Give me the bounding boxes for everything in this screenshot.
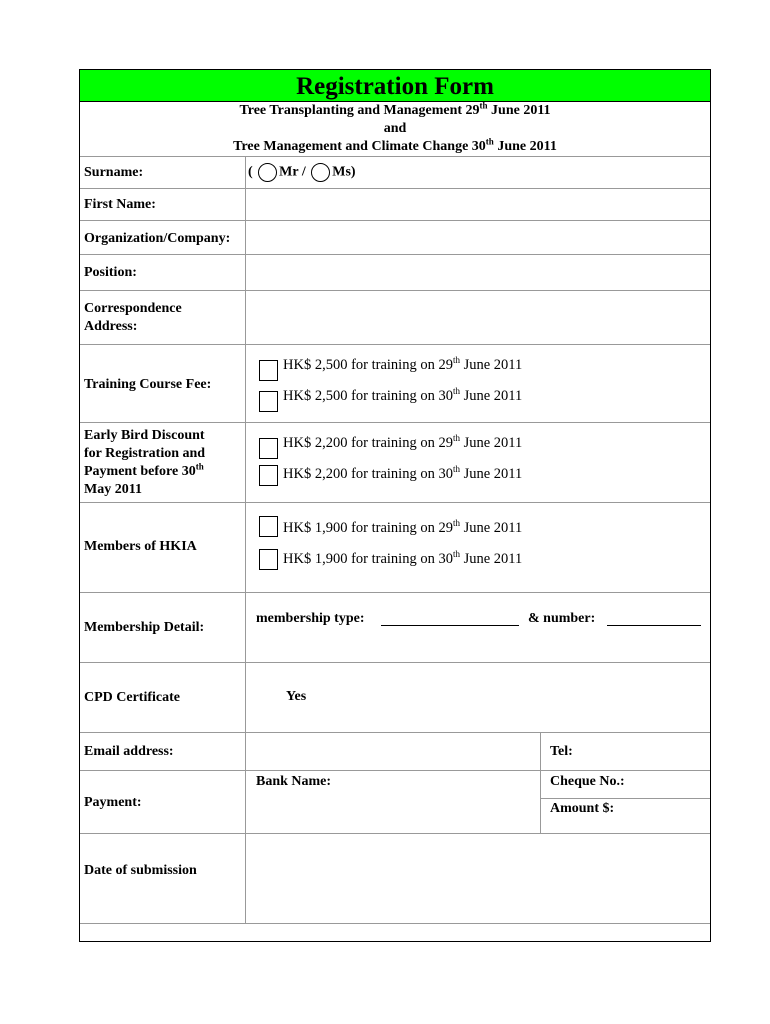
fee-29-checkbox[interactable]: [259, 360, 278, 381]
position-field[interactable]: [247, 256, 709, 289]
early-bird-label: Early Bird Discount for Registration and Payment before 30th May 2011: [84, 428, 206, 497]
first-name-field[interactable]: [247, 190, 709, 219]
form-title: Registration Form: [80, 70, 710, 102]
column-divider: [540, 732, 541, 833]
bank-name-label: Bank Name:: [256, 774, 332, 789]
row-divider: [80, 290, 710, 291]
first-name-label: First Name:: [84, 197, 156, 212]
email-label: Email address:: [84, 744, 174, 759]
fee-29-option: HK$ 2,500 for training on 29th June 2011: [283, 355, 523, 373]
cheque-no-label: Cheque No.:: [550, 774, 625, 789]
row-divider: [80, 732, 710, 733]
subtitle-line-2: Tree Management and Climate Change 30th June 2011: [233, 136, 557, 154]
amount-label: Amount $:: [550, 801, 615, 816]
tel-label: Tel:: [550, 744, 573, 759]
cpd-certificate-label: CPD Certificate: [84, 690, 181, 705]
organization-label: Organization/Company:: [84, 231, 231, 246]
subtitle-and: and: [383, 121, 407, 136]
row-divider: [80, 770, 710, 771]
date-of-submission-field[interactable]: [247, 835, 709, 922]
early-29-checkbox[interactable]: [259, 438, 278, 459]
row-divider: [80, 344, 710, 345]
subtitle-line-1: Tree Transplanting and Management 29th June 2011: [239, 100, 551, 118]
row-divider: [80, 422, 710, 423]
surname-label: Surname:: [84, 165, 144, 180]
fee-30-option: HK$ 2,500 for training on 30th June 2011: [283, 386, 523, 404]
membership-type-field[interactable]: [381, 625, 519, 626]
mr-radio[interactable]: [258, 163, 277, 182]
hkia-29-option: HK$ 1,900 for training on 29th June 2011: [283, 518, 523, 536]
row-divider: [80, 220, 710, 221]
ms-radio[interactable]: [311, 163, 330, 182]
row-divider: [80, 188, 710, 189]
early-30-checkbox[interactable]: [259, 465, 278, 486]
membership-number-field[interactable]: [607, 625, 701, 626]
position-label: Position:: [84, 265, 137, 280]
organization-field[interactable]: [247, 222, 709, 253]
column-divider: [245, 156, 246, 923]
correspondence-address-field[interactable]: [247, 292, 709, 343]
cpd-yes[interactable]: Yes: [286, 689, 307, 704]
row-divider: [80, 502, 710, 503]
training-fee-label: Training Course Fee:: [84, 377, 212, 392]
title-selector: ( Mr / Ms): [248, 163, 356, 182]
fee-30-checkbox[interactable]: [259, 391, 278, 412]
hkia-30-option: HK$ 1,900 for training on 30th June 2011: [283, 549, 523, 567]
members-hkia-label: Members of HKIA: [84, 539, 197, 554]
row-divider: [540, 798, 710, 799]
correspondence-address-label: Correspondence Address:: [84, 301, 182, 334]
row-divider: [80, 156, 710, 157]
membership-type-label: membership type:: [256, 611, 365, 626]
row-divider: [80, 662, 710, 663]
row-divider: [80, 923, 710, 924]
row-divider: [80, 833, 710, 834]
payment-label: Payment:: [84, 795, 142, 810]
membership-detail-label: Membership Detail:: [84, 620, 205, 635]
early-30-option: HK$ 2,200 for training on 30th June 2011: [283, 464, 523, 482]
early-29-option: HK$ 2,200 for training on 29th June 2011: [283, 433, 523, 451]
date-of-submission-label: Date of submission: [84, 863, 197, 878]
membership-number-label: & number:: [528, 611, 596, 626]
row-divider: [80, 254, 710, 255]
row-divider: [80, 592, 710, 593]
hkia-29-checkbox[interactable]: [259, 516, 278, 537]
hkia-30-checkbox[interactable]: [259, 549, 278, 570]
email-field[interactable]: [247, 734, 539, 769]
